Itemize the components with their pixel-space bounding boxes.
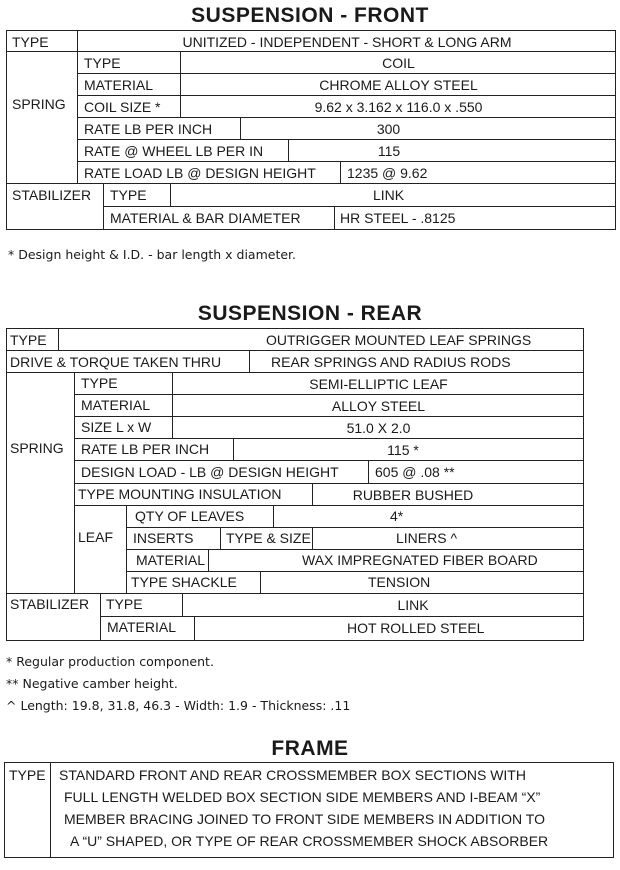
rear-stab-type-value: LINK xyxy=(397,597,429,613)
rear-spring-material-label: MATERIAL xyxy=(81,397,150,413)
frame-title: FRAME xyxy=(271,737,349,760)
rear-stab-type-label: TYPE xyxy=(106,596,143,612)
frame-line-1: STANDARD FRONT AND REAR CROSSMEMBER BOX SECTIONS WITH xyxy=(59,767,526,783)
rear-design-load-value: 605 @ .08 ** xyxy=(375,464,455,480)
rear-title: SUSPENSION - REAR xyxy=(197,302,423,325)
frame-type-label: TYPE xyxy=(9,767,46,783)
front-type-value: UNITIZED - INDEPENDENT - SHORT & LONG ARM xyxy=(182,34,512,50)
rear-stab-material-value: HOT ROLLED STEEL xyxy=(347,620,485,636)
rear-spring-label: SPRING xyxy=(10,440,64,456)
front-stab-material-label: MATERIAL & BAR DIAMETER xyxy=(110,210,301,226)
front-rate-value: 300 xyxy=(376,121,401,137)
front-spring-type-label: TYPE xyxy=(84,55,121,71)
front-coil-size-label: COIL SIZE * xyxy=(84,99,161,115)
rear-shackle-label: TYPE SHACKLE xyxy=(131,574,237,590)
front-type-label: TYPE xyxy=(12,34,49,50)
rear-inserts-label: INSERTS xyxy=(133,530,194,546)
rear-spring-type-value: SEMI-ELLIPTIC LEAF xyxy=(309,376,448,392)
front-spring-material-label: MATERIAL xyxy=(84,77,153,93)
rear-footnote-1: * Regular production component. xyxy=(6,654,214,669)
front-rate-label: RATE LB PER INCH xyxy=(84,121,213,137)
front-rate-wheel-value: 115 xyxy=(377,143,401,159)
rear-drive-value: REAR SPRINGS AND RADIUS RODS xyxy=(271,354,511,370)
rear-spring-type-label: TYPE xyxy=(81,375,118,391)
front-coil-size-value: 9.62 x 3.162 x 116.0 x .550 xyxy=(314,99,483,115)
rear-stab-material-label: MATERIAL xyxy=(107,619,176,635)
front-spring-label: SPRING xyxy=(12,96,66,112)
rear-design-load-label: DESIGN LOAD - LB @ DESIGN HEIGHT xyxy=(81,464,339,480)
rear-qty-leaves-label: QTY OF LEAVES xyxy=(135,508,245,524)
frame-line-3: MEMBER BRACING JOINED TO FRONT SIDE MEMBERS IN ADDITION TO xyxy=(64,811,545,827)
rear-mounting-label: TYPE MOUNTING INSULATION xyxy=(78,486,282,502)
rear-rate-value: 115 * xyxy=(387,442,419,458)
rear-stabilizer-label: STABILIZER xyxy=(10,596,90,612)
rear-type-label: TYPE xyxy=(10,332,47,348)
rear-footnote-2: ** Negative camber height. xyxy=(6,676,178,691)
rear-leaf-label: LEAF xyxy=(78,529,114,545)
front-rate-load-label: RATE LOAD LB @ DESIGN HEIGHT xyxy=(84,165,316,181)
frame-line-4: A “U” SHAPED, OR TYPE OF REAR CROSSMEMBER SHOCK ABSORBER xyxy=(70,833,549,849)
rear-qty-leaves-value: 4* xyxy=(390,508,404,524)
front-stab-type-label: TYPE xyxy=(110,187,147,203)
front-spring-material-value: CHROME ALLOY STEEL xyxy=(319,77,478,93)
front-stabilizer-label: STABILIZER xyxy=(12,187,92,203)
front-stab-material-value: HR STEEL - .8125 xyxy=(340,210,456,226)
rear-footnote-3: ^ Length: 19.8, 31.8, 46.3 - Width: 1.9 - Thickness: .11 xyxy=(6,698,351,713)
front-title: SUSPENSION - FRONT xyxy=(191,4,429,27)
front-footnote: * Design height & I.D. - bar length x diameter. xyxy=(8,247,296,262)
rear-type-value: OUTRIGGER MOUNTED LEAF SPRINGS xyxy=(266,332,532,348)
front-rate-wheel-label: RATE @ WHEEL LB PER IN xyxy=(84,143,264,159)
rear-leaf-material-label: MATERIAL xyxy=(136,552,205,568)
rear-mounting-value: RUBBER BUSHED xyxy=(352,487,474,503)
rear-shackle-value: TENSION xyxy=(368,574,431,590)
front-rate-load-value: 1235 @ 9.62 xyxy=(347,165,428,181)
rear-spring-material-value: ALLOY STEEL xyxy=(331,398,426,414)
rear-leaf-material-value: WAX IMPREGNATED FIBER BOARD xyxy=(302,552,538,568)
rear-spring-size-label: SIZE L x W xyxy=(81,419,152,435)
front-stab-type-value: LINK xyxy=(372,187,405,203)
rear-spring-size-value: 51.0 X 2.0 xyxy=(346,420,411,436)
rear-inserts-value: LINERS ^ xyxy=(396,530,458,546)
frame-line-2: FULL LENGTH WELDED BOX SECTION SIDE MEMBERS AND I-BEAM “X” xyxy=(64,789,541,805)
rear-rate-label: RATE LB PER INCH xyxy=(81,441,210,457)
rear-inserts-sub-label: TYPE & SIZE xyxy=(226,530,311,546)
front-spring-type-value: COIL xyxy=(382,55,415,71)
rear-drive-label: DRIVE & TORQUE TAKEN THRU xyxy=(10,354,222,370)
